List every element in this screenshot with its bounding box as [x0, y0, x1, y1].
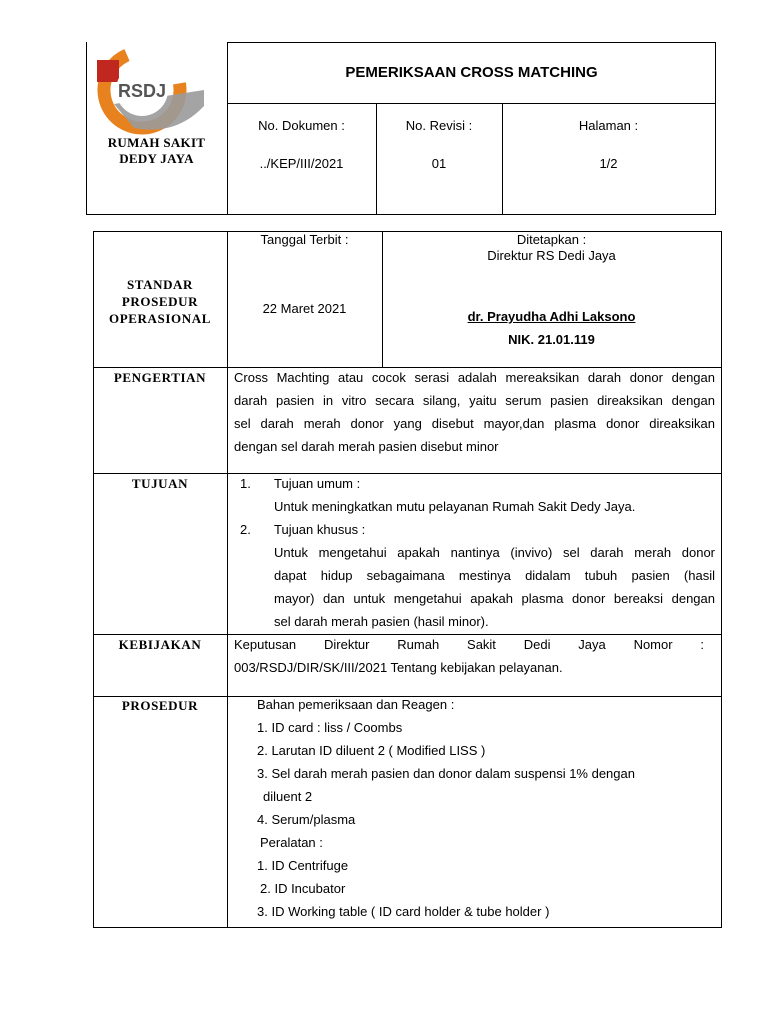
prosedur-line: 3. Sel darah merah pasien dan donor dalam suspensi 1% dengan — [257, 766, 635, 781]
revision-value: 01 — [431, 156, 447, 171]
revision-label: No. Revisi : — [405, 118, 473, 133]
approver-name: dr. Prayudha Adhi Laksono — [467, 309, 636, 324]
issue-date-label: Tanggal Terbit : — [260, 232, 349, 247]
approved-label: Ditetapkan : — [516, 232, 587, 247]
pengertian-line: Cross Machting atau cocok serasi adalah mereaksikan darah donor dengan — [234, 370, 715, 385]
prosedur-line: 2. Larutan ID diluent 2 ( Modified LISS ) — [257, 743, 486, 758]
hospital-name-line2: DEDY JAYA — [119, 151, 194, 166]
approver-nik: NIK. 21.01.119 — [508, 332, 595, 347]
pengertian-line: sel darah merah donor yang disebut mayor,dan plasma donor direaksikan — [234, 416, 715, 431]
pengertian-text — [234, 366, 715, 458]
prosedur-line: 4. Serum/plasma — [257, 812, 356, 827]
prosedur-line: Peralatan : — [260, 835, 323, 850]
hospital-name — [86, 135, 227, 167]
pengertian-label: PENGERTIAN — [113, 370, 207, 385]
document-title: PEMERIKSAAN CROSS MATCHING — [345, 64, 598, 81]
kebijakan-text — [234, 633, 704, 679]
page-label: Halaman : — [578, 118, 639, 133]
tujuan-item2-title: Tujuan khusus : — [274, 522, 366, 537]
kebijakan-line2: 003/RSDJ/DIR/SK/III/2021 Tentang kebijakan pelayanan. — [234, 660, 563, 675]
sop-label — [93, 276, 227, 327]
prosedur-line: 1. ID card : liss / Coombs — [257, 720, 403, 735]
kebijakan-label: KEBIJAKAN — [118, 637, 202, 652]
tujuan-item2-line: dapat hidup sebagaimana mestinya didalam tubuh pasien (hasil — [274, 568, 715, 583]
prosedur-line: diluent 2 — [263, 789, 313, 804]
prosedur-line: 3. ID Working table ( ID card holder & tube holder ) — [257, 904, 550, 919]
pengertian-line: dengan sel darah merah pasien disebut minor — [234, 439, 499, 454]
header-table — [86, 42, 716, 215]
tujuan-item2-line: sel darah merah pasien (hasil minor). — [274, 614, 489, 629]
prosedur-line: 1. ID Centrifuge — [257, 858, 349, 873]
tujuan-item1-text: Untuk meningkatkan mutu pelayanan Rumah Sakit Dedy Jaya. — [274, 499, 636, 514]
hospital-logo — [94, 44, 212, 136]
pengertian-line: darah pasien in vitro secara silang, yaitu serum pasien direaksikan dengan — [234, 393, 715, 408]
prosedur-text — [257, 693, 707, 923]
sop-label-line3: OPERASIONAL — [109, 311, 211, 326]
issue-date-value: 22 Maret 2021 — [262, 301, 347, 316]
prosedur-label: PROSEDUR — [121, 698, 199, 713]
tujuan-item1-num: 1. — [240, 476, 251, 491]
tujuan-item2-line: Untuk mengetahui apakah nantinya (invivo) sel darah merah donor — [274, 545, 715, 560]
logo-text: RSDJ — [117, 81, 167, 101]
page-value: 1/2 — [599, 156, 618, 171]
hospital-name-line1: RUMAH SAKIT — [107, 135, 206, 150]
doc-no-label: No. Dokumen : — [258, 118, 345, 133]
sop-label-line1: STANDAR — [126, 277, 194, 292]
tujuan-label: TUJUAN — [131, 476, 189, 491]
sop-label-line2: PROSEDUR — [121, 294, 199, 309]
tujuan-item2-text — [274, 541, 715, 633]
tujuan-item1-title: Tujuan umum : — [274, 476, 361, 491]
kebijakan-line1: Keputusan Direktur Rumah Sakit Dedi Jaya Nomor : — [234, 637, 704, 652]
tujuan-item2-num: 2. — [240, 522, 251, 537]
prosedur-line: Bahan pemeriksaan dan Reagen : — [257, 697, 455, 712]
approved-role: Direktur RS Dedi Jaya — [487, 248, 616, 263]
doc-no-value: ../KEP/III/2021 — [259, 156, 344, 171]
tujuan-item2-line: mayor) dan untuk mengetahui apakah plasma donor bereaksi dengan — [274, 591, 715, 606]
prosedur-line: 2. ID Incubator — [260, 881, 346, 896]
sop-table — [93, 231, 722, 928]
